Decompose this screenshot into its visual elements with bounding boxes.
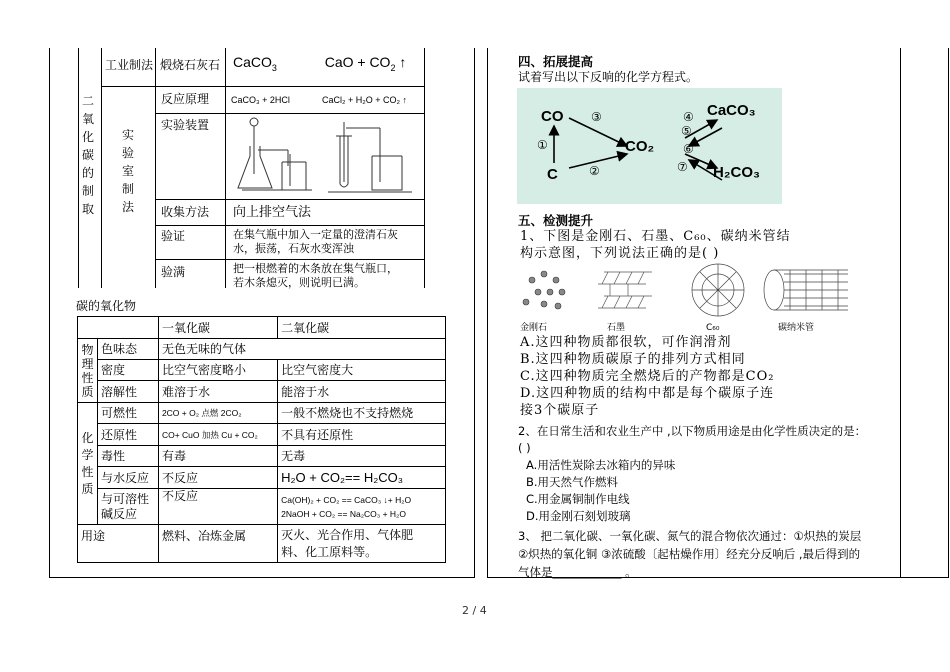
- row-flammable-label: 可燃性: [97, 403, 158, 424]
- verify-line2: 水，振荡，石灰水变浑浊: [233, 242, 354, 255]
- node-caco3: CaCO₃: [707, 102, 756, 119]
- prep-side-label: 二氧化碳的制取: [81, 94, 94, 216]
- chem-group-label: 化学性质: [78, 403, 98, 525]
- left-frame-left: [49, 48, 50, 578]
- q1-option-b: B.这四种物质碳原子的排列方式相同: [520, 352, 746, 367]
- q2-line2: ( ): [518, 441, 531, 455]
- q2-option-b: B.用天然气作燃料: [526, 475, 619, 489]
- full-label: 验满: [161, 265, 186, 279]
- reaction-diagram: [517, 88, 782, 204]
- node-co: CO: [541, 108, 564, 125]
- row-use-co2: 灭火、光合作用、气体肥 料、化工原料等。: [278, 525, 446, 563]
- q3-line2: ②炽热的氧化铜 ③浓硫酸〔起枯燥作用〕经充分反响后 ,最后得到的: [518, 547, 861, 561]
- q1-line1: 1、下图是金刚石、石墨、C₆₀、碳纳米管结: [520, 229, 791, 244]
- row-flammable-co2: 一般不燃烧也不支持燃烧: [278, 403, 446, 424]
- row-density-co: 比空气密度略小: [158, 360, 277, 381]
- lab-label: 实验室制法: [121, 128, 134, 214]
- carbon-structures-illustration: [518, 262, 858, 322]
- q1-option-c: C.这四种物质完全燃烧后的产物都是CO₂: [520, 369, 775, 384]
- full-line2: 若木条熄灭，则说明已满。: [233, 276, 365, 289]
- left-frame-bottom: [49, 577, 475, 578]
- row-use-label: 用途: [78, 525, 159, 563]
- right-frame-left: [487, 48, 488, 578]
- right-frame-divider: [900, 48, 901, 578]
- row-flammable-co: 2CO + O₂ 点燃 2CO₂: [158, 403, 277, 424]
- row-water-co: 不反应: [158, 467, 277, 489]
- q1-option-a: A.这四种物质都很软，可作润滑剂: [520, 335, 732, 350]
- node-co2: CO₂: [625, 138, 655, 155]
- q3-line3: 气体是____________ 。: [518, 565, 637, 579]
- right-frame-right: [948, 48, 949, 578]
- row-reducing-co2: 不具有还原性: [278, 424, 446, 446]
- oxides-caption: 碳的氧化物: [76, 299, 137, 313]
- apparatus-label: 实验装置: [161, 118, 210, 132]
- q2-line1: 2、在日常生活和农业生产中 ,以下物质用途是由化学性质决定的是：: [518, 424, 867, 438]
- q2-option-a: A.用活性炭除去冰箱内的异味: [526, 458, 676, 472]
- row-solubility-co: 难溶于水: [158, 381, 277, 403]
- row-toxic-label: 毒性: [97, 446, 158, 467]
- row-density-label: 密度: [97, 360, 158, 381]
- q1-option-d2: 接3个碳原子: [520, 403, 600, 418]
- q2-option-c: C.用金属铜制作电线: [526, 492, 630, 506]
- col-co2-header: 二氧化碳: [278, 317, 446, 339]
- industrial-label: 工业制法: [105, 58, 154, 72]
- principle-rhs: CaCl₂ + H₂O + CO₂ ↑: [322, 95, 407, 105]
- page-number: 2 / 4: [462, 604, 487, 617]
- row-solubility-label: 溶解性: [97, 381, 158, 403]
- struct-caption-c60: C₆₀: [706, 323, 720, 333]
- row-reducing-label: 还原性: [97, 424, 158, 446]
- phys-group-label: 物理性质: [78, 339, 98, 403]
- row-solubility-co2: 能溶于水: [278, 381, 446, 403]
- arrow-label-2: ②: [589, 164, 600, 178]
- row-water-label: 与水反应: [97, 467, 158, 489]
- struct-caption-nanotube: 碳纳米管: [778, 323, 815, 333]
- struct-caption-diamond: 金刚石: [520, 323, 548, 333]
- q1-line2: 构示意图，下列说法正确的是( ): [520, 246, 720, 261]
- industrial-method: 煅烧石灰石: [160, 58, 221, 72]
- lab-apparatus-drawing: [232, 116, 418, 196]
- row-color-value: 无色无味的气体: [158, 339, 445, 360]
- arrow-label-1: ①: [537, 138, 548, 152]
- arrow-label-6: ⑥: [683, 142, 694, 156]
- principle-lhs: CaCO₃ + 2HCl: [231, 95, 290, 105]
- section4-title: 四、拓展提高: [518, 54, 594, 69]
- q1-option-d1: D.这四种物质的结构中都是每个碳原子连: [520, 386, 775, 401]
- carbon-oxides-table: [77, 316, 446, 563]
- verify-line1: 在集气瓶中加入一定量的澄清石灰: [233, 228, 398, 241]
- arrow-label-5: ⑤: [681, 124, 692, 138]
- node-c: C: [547, 166, 558, 183]
- row-water-co2: H₂O + CO₂== H₂CO₃: [278, 467, 446, 489]
- section4-prompt: 试着写出以下反响的化学方程式。: [518, 70, 699, 84]
- row-density-co2: 比空气密度大: [278, 360, 446, 381]
- section5-title: 五、检测提升: [518, 213, 594, 228]
- row-toxic-co2: 无毒: [278, 446, 446, 467]
- q2-option-d: D.用金刚石刻划玻璃: [526, 509, 631, 523]
- verify-label: 验证: [161, 229, 186, 243]
- row-alkali-co: 不反应: [158, 489, 277, 525]
- full-line1: 把一根燃着的木条放在集气瓶口，: [233, 262, 398, 275]
- node-h2co3: H₂CO₃: [713, 164, 760, 181]
- arrow-label-4: ④: [683, 110, 694, 124]
- industrial-equation: CaCO$_3$ CaO + $CO_2$ ↑: [233, 54, 407, 73]
- row-alkali-co2: Ca(OH)₂ + CO₂ == CaCO₃ ↓+ H₂O 2NaOH + CO₂ == Na₂CO₃ + H₂O: [278, 489, 446, 525]
- principle-label: 反应原理: [161, 92, 210, 106]
- row-toxic-co: 有毒: [158, 446, 277, 467]
- left-frame-right: [474, 48, 475, 578]
- row-alkali-label: 与可溶性碱反应: [97, 489, 158, 525]
- arrow-label-3: ③: [591, 110, 602, 124]
- q3-line1: 3、 把二氧化碳、一氧化碳、氮气的混合物依次通过：①炽热的炭层: [518, 529, 862, 543]
- struct-caption-graphite: 石墨: [607, 323, 626, 333]
- collect-value: 向上排空气法: [233, 205, 312, 220]
- row-color-label: 色味态: [97, 339, 158, 360]
- collect-label: 收集方法: [161, 205, 210, 219]
- row-use-co: 燃料、冶炼金属: [158, 525, 277, 563]
- col-co-header: 一氧化碳: [158, 317, 277, 339]
- arrow-label-7: ⑦: [677, 160, 688, 174]
- row-reducing-co: CO+ CuO 加热 Cu + CO₂: [158, 424, 277, 446]
